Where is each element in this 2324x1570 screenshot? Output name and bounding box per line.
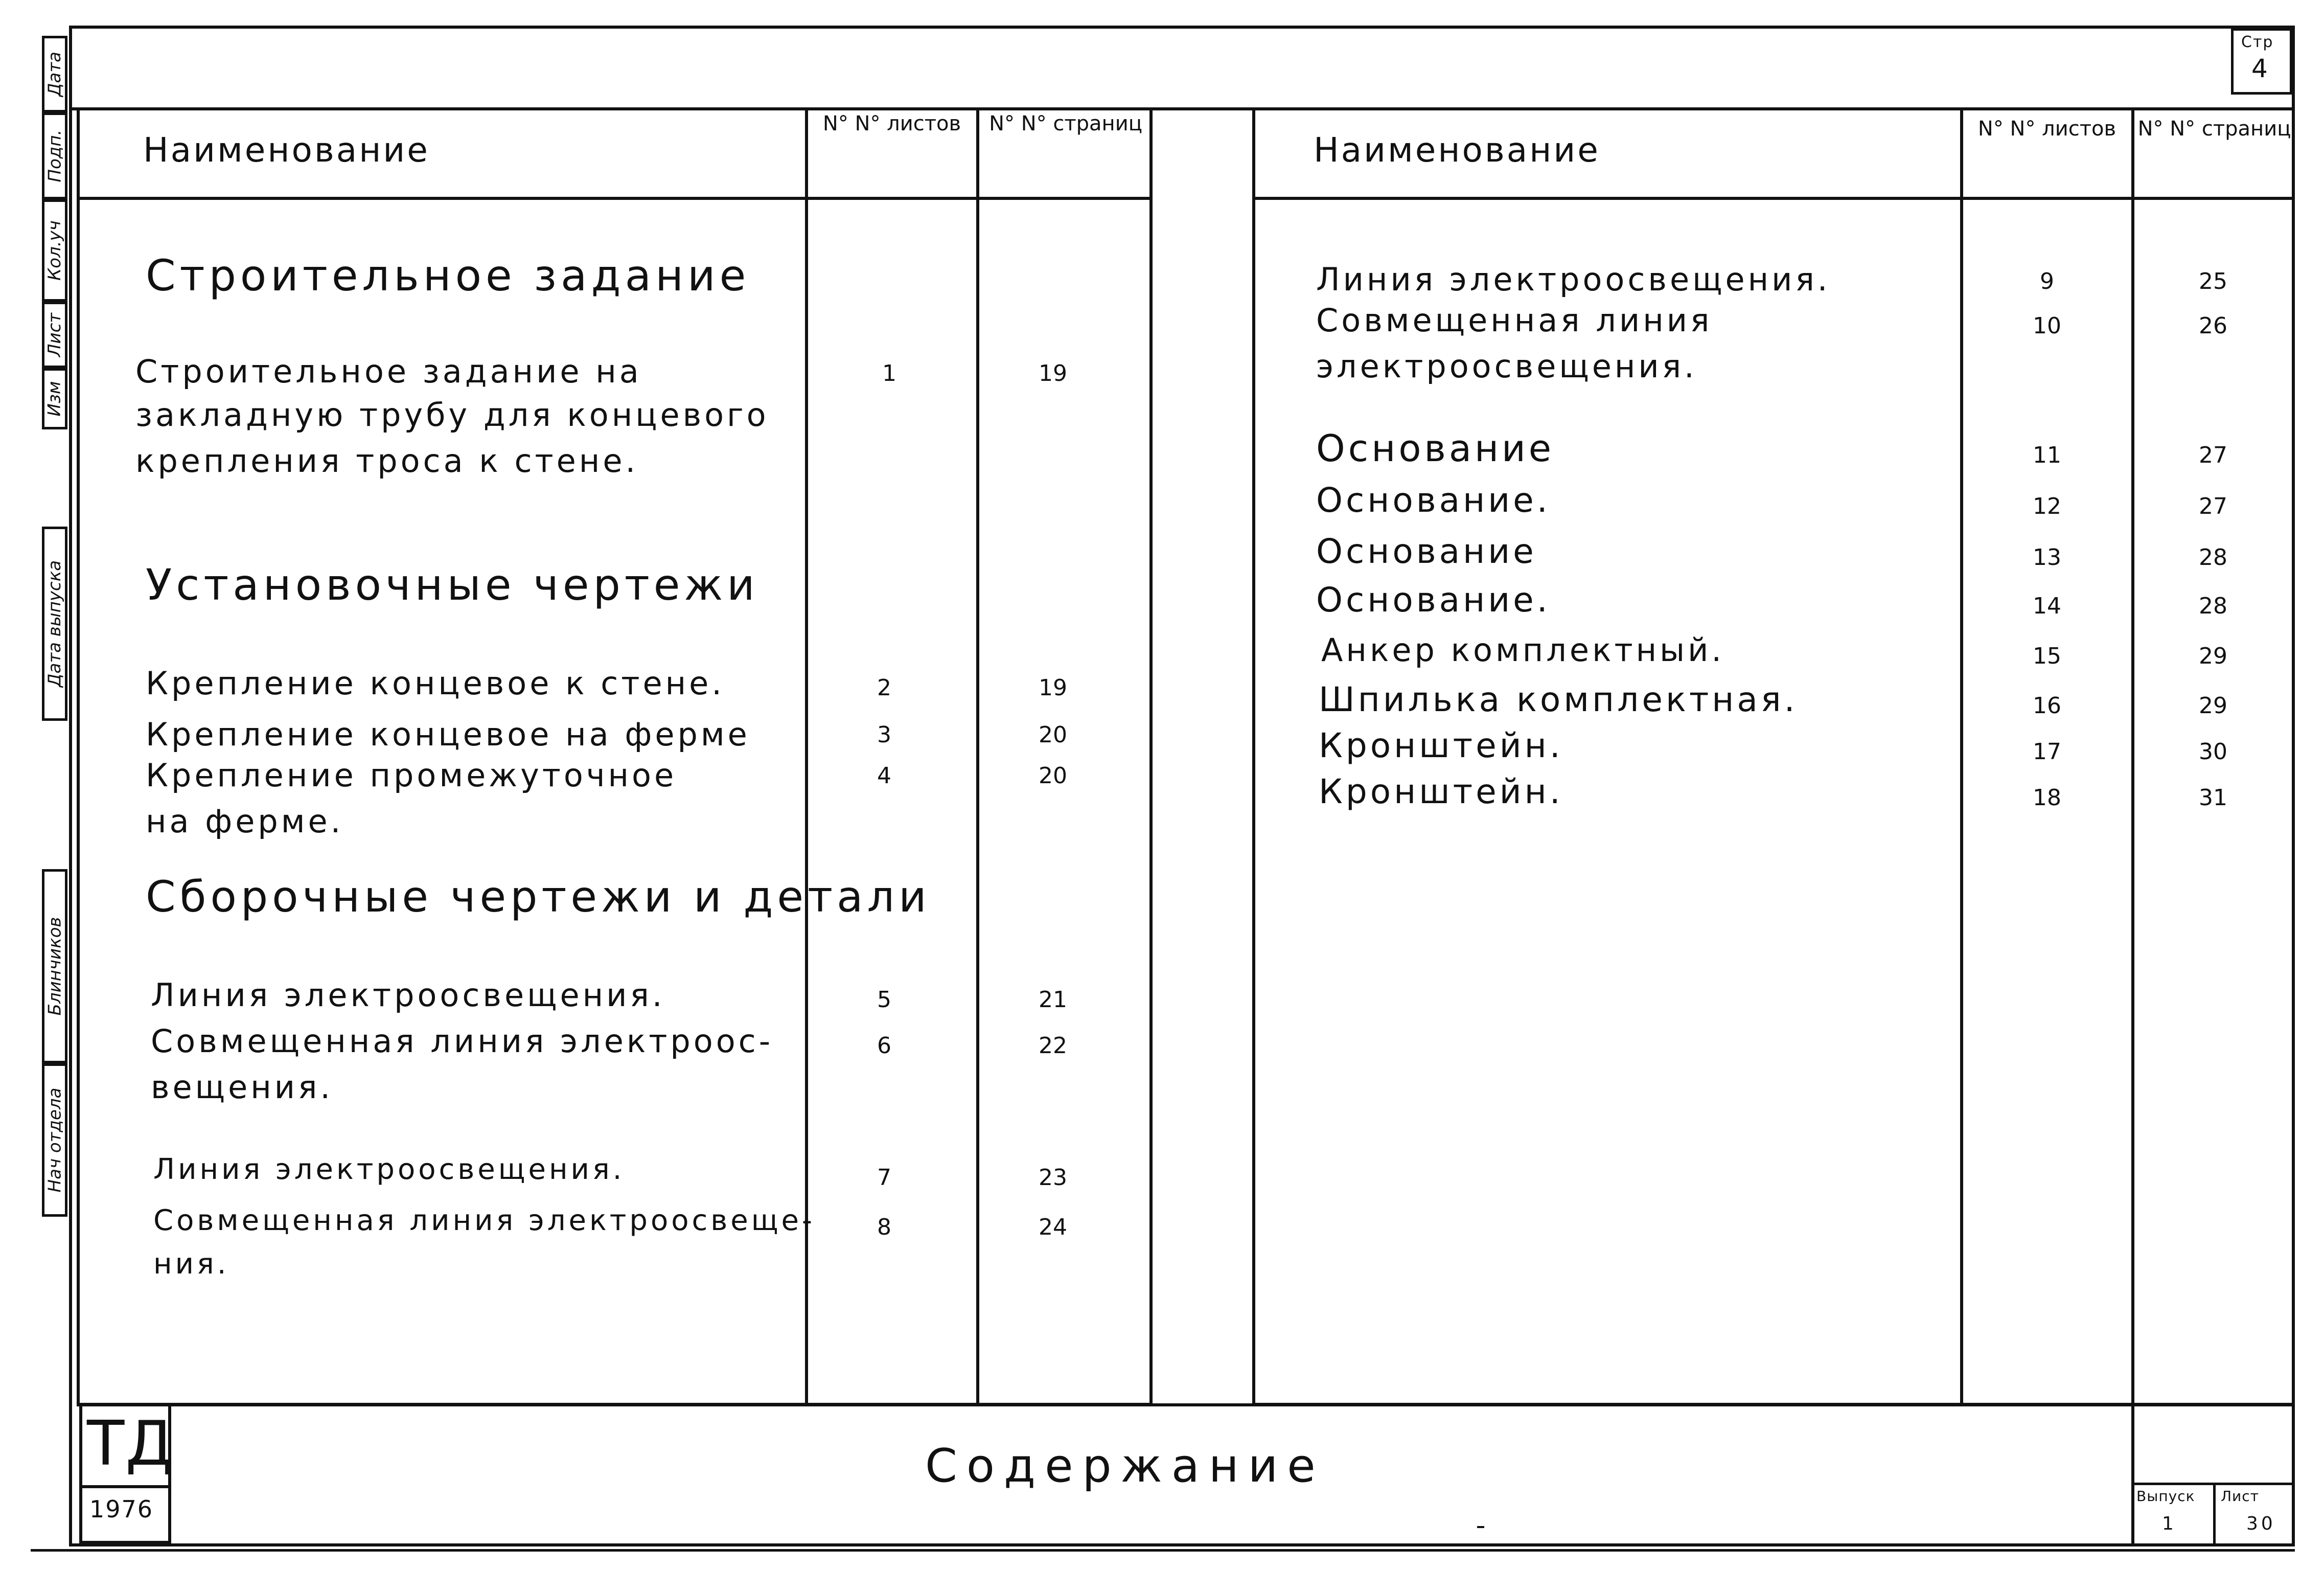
item-sheet-number: 7 — [877, 1165, 891, 1191]
item-page-number: 30 — [2199, 739, 2227, 765]
item-name: Кронштейн. — [1319, 772, 1563, 811]
item-page-number: 22 — [1039, 1033, 1067, 1059]
corner-page-number: 4 — [2251, 54, 2271, 83]
item-sheet-number: 4 — [877, 763, 891, 789]
item-name: вещения. — [151, 1068, 334, 1106]
item-name: на ферме. — [146, 803, 344, 840]
item-sheet-number: 17 — [2033, 739, 2061, 765]
item-name: Крепление концевое на ферме — [146, 716, 750, 753]
item-name: Крепление промежуточное — [146, 757, 677, 794]
right-header-sheets: N° N° листов — [1977, 117, 2116, 141]
left-col-divider-2 — [976, 107, 979, 1406]
item-sheet-number: 15 — [2033, 643, 2061, 669]
right-header-pages: N° N° страниц — [2137, 117, 2291, 141]
item-name: Основание. — [1316, 481, 1551, 520]
item-page-number: 21 — [1039, 987, 1067, 1013]
item-sheet-number: 12 — [2033, 493, 2061, 519]
year-label: 1976 — [89, 1495, 154, 1523]
item-page-number: 28 — [2199, 544, 2227, 571]
section-heading: Сборочные чертежи и детали — [146, 872, 931, 922]
item-sheet-number: 3 — [877, 722, 891, 748]
corner-page-label: Стр — [2241, 33, 2274, 51]
right-header-name: Наименование — [1314, 130, 1600, 170]
item-page-number: 19 — [1039, 675, 1067, 701]
item-name: Кронштейн. — [1319, 726, 1563, 765]
section-heading: Установочные чертежи — [146, 560, 759, 610]
item-page-number: 29 — [2199, 693, 2227, 719]
sheet-value: 30 — [2246, 1513, 2276, 1534]
item-sheet-number: 11 — [2033, 442, 2061, 468]
item-name: Линия электроосвещения. — [1316, 261, 1831, 298]
item-page-number: 29 — [2199, 643, 2227, 669]
side-stamp-label: Изм — [44, 381, 65, 417]
item-page-number: 20 — [1039, 722, 1067, 748]
item-page-number: 26 — [2199, 313, 2227, 339]
issue-value: 1 — [2162, 1513, 2177, 1534]
left-table-header-rule — [77, 197, 1153, 200]
right-table-header-rule — [1252, 197, 2295, 200]
side-stamp-label: Дата выпуска — [44, 560, 65, 688]
item-sheet-number: 9 — [2040, 268, 2054, 294]
sheet-label: Лист — [2221, 1488, 2259, 1505]
side-stamp-label: Дата — [44, 51, 65, 97]
side-stamp-label: Подп. — [44, 129, 65, 183]
right-col-divider-2 — [2131, 107, 2134, 1406]
item-page-number: 19 — [1039, 360, 1067, 386]
item-name: закладную трубу для концевого — [135, 396, 769, 434]
item-page-number: 24 — [1039, 1214, 1067, 1240]
item-name: Строительное задание на — [135, 353, 642, 390]
document-title: Содержание — [925, 1439, 1325, 1493]
item-name: Основание. — [1316, 580, 1551, 620]
left-header-name: Наименование — [143, 130, 430, 170]
item-page-number: 20 — [1039, 763, 1067, 789]
item-sheet-number: 10 — [2033, 313, 2061, 339]
item-name: Совмещенная линия — [1316, 302, 1713, 339]
item-name: крепления троса к стене. — [135, 442, 639, 480]
section-heading: Строительное задание — [146, 251, 750, 301]
bottom-scan-edge — [31, 1549, 2295, 1552]
item-name: Крепление концевое к стене. — [146, 665, 725, 702]
item-sheet-number: 18 — [2033, 785, 2061, 811]
item-sheet-number: 5 — [877, 987, 891, 1013]
item-name: ния. — [153, 1247, 229, 1281]
item-name: Линия электроосвещения. — [153, 1153, 625, 1186]
item-name: Совмещенная линия электроос- — [151, 1022, 774, 1060]
title-tick — [1477, 1526, 1484, 1528]
side-stamp-label: Кол.уч — [44, 220, 65, 281]
item-name: Анкер комплектный. — [1321, 631, 1725, 669]
item-page-number: 27 — [2199, 493, 2227, 519]
item-sheet-number: 13 — [2033, 544, 2061, 571]
left-header-sheets: N° N° листов — [822, 112, 961, 135]
item-sheet-number: 8 — [877, 1214, 891, 1240]
side-stamp-label: Блинчиков — [44, 917, 65, 1016]
item-name: электроосвещения. — [1316, 348, 1697, 385]
issue-block-mid — [2213, 1483, 2216, 1546]
side-stamp-label: Нач отдела — [44, 1087, 65, 1193]
logo-box-divider — [79, 1485, 171, 1488]
item-page-number: 28 — [2199, 593, 2227, 619]
item-page-number: 27 — [2199, 442, 2227, 468]
logo-mark: ТД — [87, 1408, 175, 1480]
item-name: Линия электроосвещения. — [151, 976, 665, 1014]
issue-block-divider — [2131, 1403, 2134, 1546]
item-name: Основание — [1316, 532, 1537, 571]
item-name: Основание — [1316, 427, 1555, 470]
item-page-number: 25 — [2199, 268, 2227, 294]
left-header-pages: N° N° страниц — [989, 112, 1142, 135]
item-sheet-number: 6 — [877, 1033, 891, 1059]
issue-label: Выпуск — [2136, 1488, 2195, 1505]
item-page-number: 31 — [2199, 785, 2227, 811]
title-block-top-rule — [77, 1403, 2295, 1406]
item-name: Шпилька комплектная. — [1319, 680, 1798, 719]
right-col-divider-1 — [1960, 107, 1963, 1406]
item-name: Совмещенная линия электроосвеще- — [153, 1204, 816, 1237]
item-sheet-number: 2 — [877, 675, 891, 701]
item-sheet-number: 16 — [2033, 693, 2061, 719]
side-stamp-label: Лист — [44, 312, 65, 357]
item-sheet-number: 14 — [2033, 593, 2061, 619]
item-sheet-number: 1 — [882, 360, 896, 386]
item-page-number: 23 — [1039, 1165, 1067, 1191]
